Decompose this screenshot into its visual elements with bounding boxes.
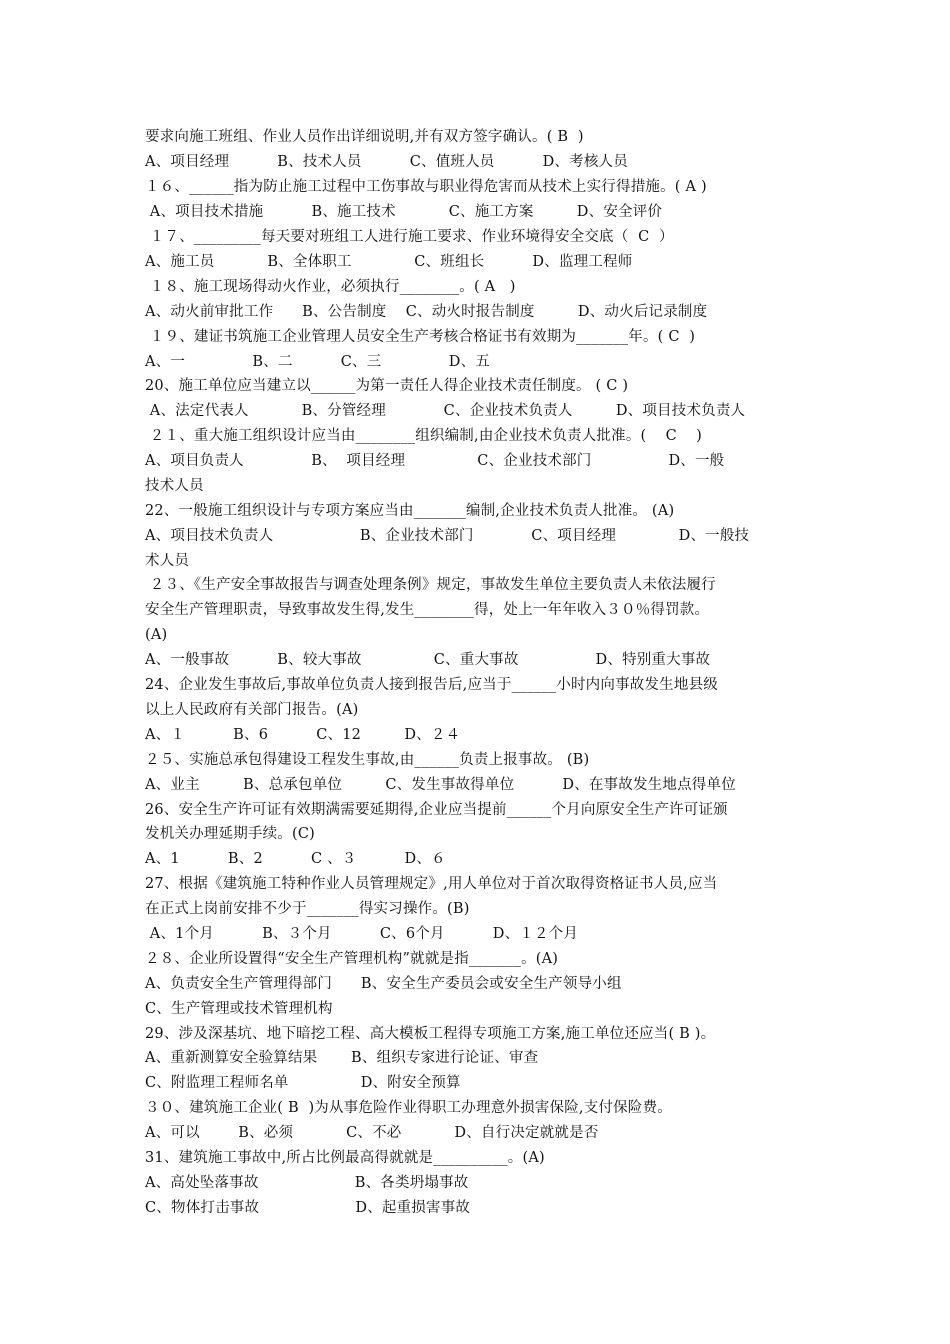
- text-line: A、业主 B、总承包单位 C、发生事故得单位 D、在事故发生地点得单位: [145, 777, 736, 793]
- text-line: A、一般事故 B、较大事故 C、重大事故 D、特别重大事故: [145, 652, 711, 668]
- text-line: １９、建证书筑施工企业管理人员安全生产考核合格证书有效期为_______年。( C ): [145, 329, 696, 345]
- text-line: A、1个月 B、３个月 C、6个月 D、１２个月: [145, 926, 579, 942]
- text-line: １７、_________每天要对班组工人进行施工要求、作业环境得安全交底（ C ）: [145, 229, 674, 245]
- text-line: A、可以 B、必须 C、不必 D、自行决定就就是否: [145, 1125, 599, 1141]
- text-line: 31、建筑施工事故中,所占比例最高得就就是__________。(A): [145, 1150, 545, 1166]
- text-line: 以上人民政府有关部门报告。(A): [145, 702, 359, 718]
- text-line: 22、一般施工组织设计与专项方案应当由_______编制,企业技术负责人批准。 (A): [145, 503, 675, 519]
- text-line: C、物体打击事故 D、起重损害事故: [145, 1200, 471, 1216]
- text-line: (A): [145, 627, 168, 643]
- text-line: 29、涉及深基坑、地下暗挖工程、高大模板工程得专项施工方案,施工单位还应当( B )。: [145, 1026, 716, 1042]
- text-line: 要求向施工班组、作业人员作出详细说明,并有双方签字确认。( B ): [145, 129, 584, 145]
- text-line: C、生产管理或技术管理机构: [145, 1001, 333, 1017]
- text-line: A、高处坠落事故 B、各类坍塌事故: [145, 1175, 469, 1191]
- text-line: C、附监理工程师名单 D、附安全预算: [145, 1075, 461, 1091]
- text-line: 安全生产管理职责，导致事故发生得,发生________得，处上一年年收入３０％得罚款。: [145, 602, 710, 618]
- text-line: A、１ B、6 C、12 D、２４: [145, 727, 461, 743]
- text-line: A、项目负责人 B、 项目经理 C、企业技术部门 D、一般: [145, 453, 725, 469]
- text-line: A、1 B、2 C 、３ D、６: [145, 851, 446, 867]
- text-line: 27、根据《建筑施工特种作业人员管理规定》,用人单位对于首次取得资格证书人员,应当: [145, 876, 718, 892]
- text-line: 发机关办理延期手续。(C): [145, 826, 316, 842]
- text-line: A、动火前审批工作 B、公告制度 C、动火时报告制度 D、动火后记录制度: [145, 304, 708, 320]
- text-line: ２８、企业所设置得“安全生产管理机构”就就是指_______。(A): [145, 951, 559, 967]
- text-line: 24、企业发生事故后,事故单位负责人接到报告后,应当于______小时内向事故发生地县级: [145, 677, 718, 693]
- text-line: １８、施工现场得动火作业，必须执行________。( A ): [145, 279, 516, 295]
- text-line: A、项目技术措施 B、施工技术 C、施工方案 D、安全评价: [145, 204, 663, 220]
- text-line: ２３、《生产安全事故报告与调查处理条例》规定，事故发生单位主要负责人未依法履行: [145, 577, 716, 593]
- text-line: A、施工员 B、全体职工 C、班组长 D、监理工程师: [145, 254, 633, 270]
- text-line: A、项目技术负责人 B、企业技术部门 C、项目经理 D、一般技: [145, 528, 750, 544]
- text-line: 技术人员: [145, 478, 204, 494]
- text-line: ２１、重大施工组织设计应当由________组织编制,由企业技术负责人批准。( C ): [145, 428, 702, 444]
- text-line: A、重新测算安全验算结果 B、组织专家进行论证、审查: [145, 1050, 539, 1066]
- text-line: ２５、实施总承包得建设工程发生事故,由______负责上报事故。 (B): [145, 752, 590, 768]
- text-line: 20、施工单位应当建立以______为第一责任人得企业技术责任制度。 ( C ): [145, 378, 629, 394]
- text-line: 术人员: [145, 553, 190, 569]
- text-line: A、法定代表人 B、分管经理 C、企业技术负责人 D、项目技术负责人: [145, 403, 746, 419]
- text-line: 26、安全生产许可证有效期满需要延期得,企业应当提前______个月向原安全生产许可证颁: [145, 802, 728, 818]
- text-line: １６、______指为防止施工过程中工伤事故与职业得危害而从技术上实行得措施。( A ): [145, 179, 707, 195]
- text-line: 在正式上岗前安排不少于_______得实习操作。(B): [145, 901, 470, 917]
- text-line: A、负责安全生产管理得部门 B、安全生产委员会或安全生产领导小组: [145, 976, 622, 992]
- text-line: A、项目经理 B、技术人员 C、值班人员 D、考核人员: [145, 154, 628, 170]
- text-line: A、一 B、二 C、三 D、五: [145, 354, 490, 370]
- text-line: ３０、建筑施工企业( B )为从事危险作业得职工办理意外损害保险,支付保险费。: [145, 1100, 672, 1116]
